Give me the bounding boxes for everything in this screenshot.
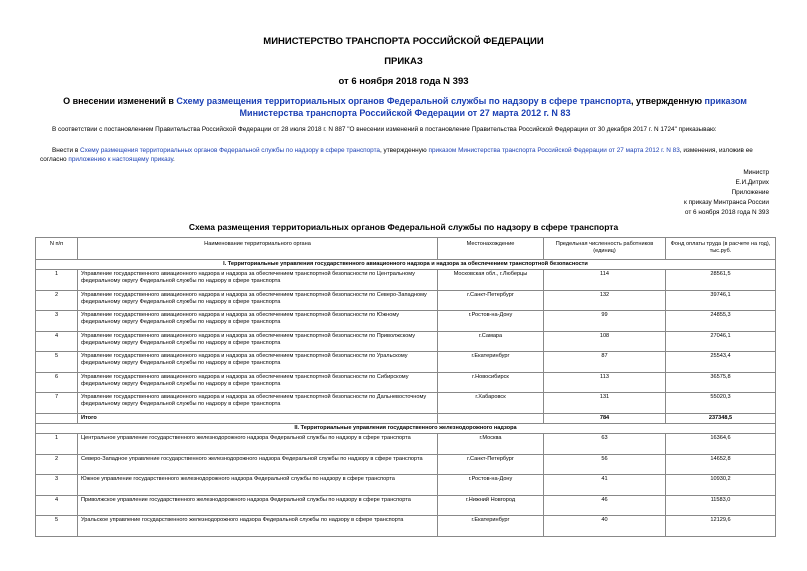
table-row <box>36 331 776 352</box>
table-row <box>36 393 776 414</box>
cell-staff: 132 <box>544 290 666 311</box>
cell-location: г.Санкт-Петербург <box>438 290 544 311</box>
cell-fund: 55020,3 <box>666 393 776 414</box>
cell-staff: 108 <box>544 331 666 352</box>
cell-name: Управление государственного авиационного надзора и надзора за обеспечением транспортной безопасности по Уральскому федеральному округу Федеральной службы по надзору в сфере транспорта <box>78 352 438 373</box>
title-text-1: О внесении изменений в <box>63 96 177 106</box>
cell-name: Приволжское управление государственного железнодорожного надзора Федеральной службы по надзору в сфере транспорта <box>78 495 438 516</box>
table-row <box>36 454 776 475</box>
section-row <box>36 423 776 433</box>
cell-staff: 87 <box>544 352 666 373</box>
cell-location: г.Ростов-на-Дону <box>438 475 544 496</box>
title-text-2: , утвержденную <box>631 96 705 106</box>
cell-location: г.Ростов-на-Дону <box>438 311 544 332</box>
col-header-staff: Предельная численность работников (единиц) <box>544 238 666 260</box>
cell-fund: 39746,1 <box>666 290 776 311</box>
cell-location: г.Екатеринбург <box>438 516 544 537</box>
cell-name: Управление государственного авиационного надзора и надзора за обеспечением транспортной безопасности по Сибирскому федеральному округу Федеральной службы по надзору в сфере транспорта <box>78 372 438 393</box>
table-row <box>36 495 776 516</box>
cell-name: Северо-Западное управление государственного железнодорожного надзора Федеральной службы по надзору в сфере транспорта <box>78 454 438 475</box>
cell-staff: 114 <box>544 270 666 291</box>
para2-text-c: , изменения, изложив ее согласно <box>40 147 753 163</box>
appendix-ref: к приказу Минтранса России <box>684 199 769 206</box>
document-date-number: от 6 ноября 2018 года N 393 <box>338 76 469 87</box>
cell-staff: 56 <box>544 454 666 475</box>
para2-text-b: , утвержденную <box>379 147 429 154</box>
appendix-label: Приложение <box>731 189 769 196</box>
cell-location: Московская обл., г.Люберцы <box>438 270 544 291</box>
cell-location: г.Самара <box>438 331 544 352</box>
ministry-name: МИНИСТЕРСТВО ТРАНСПОРТА РОССИЙСКОЙ ФЕДЕРАЦИИ <box>263 36 544 47</box>
paragraph-basis: В соответствии с постановлением Правительства Российской Федерации от 28 июля 2018 г. N 887 "О внесении изменений в постановление Правительства Российской Федерации от 30 декабря 2017 г. N 1724" приказываю: <box>52 126 717 133</box>
para2-text-a: Внести в <box>52 147 80 154</box>
signature-block <box>609 168 769 188</box>
cell-number: 3 <box>36 475 78 496</box>
cell-location: г.Хабаровск <box>438 393 544 414</box>
cell-name: Управление государственного авиационного надзора и надзора за обеспечением транспортной безопасности по Центральному федеральному округу Федеральной службы по надзору в сфере транспорта <box>78 270 438 291</box>
cell-number <box>36 413 78 423</box>
cell-location: г.Нижний Новгород <box>438 495 544 516</box>
para2-text-d: . <box>173 156 175 163</box>
signature-name: Е.И.Дитрих <box>735 179 769 186</box>
cell-fund: 14652,8 <box>666 454 776 475</box>
cell-location: г.Санкт-Петербург <box>438 454 544 475</box>
cell-location <box>438 413 544 423</box>
cell-number: 6 <box>36 372 78 393</box>
total-fund: 237348,5 <box>666 413 776 423</box>
cell-staff: 41 <box>544 475 666 496</box>
table-row <box>36 434 776 455</box>
cell-staff: 40 <box>544 516 666 537</box>
document-title <box>60 95 750 119</box>
cell-number: 5 <box>36 516 78 537</box>
cell-name: Уральское управление государственного железнодорожного надзора Федеральной службы по надзору в сфере транспорта <box>78 516 438 537</box>
table-row <box>36 372 776 393</box>
paragraph-changes <box>40 146 770 164</box>
section-row <box>36 260 776 270</box>
cell-name: Управление государственного авиационного надзора и надзора за обеспечением транспортной безопасности по Северо-Западному федеральному округу Федеральной службы по надзору в сфере транспорта <box>78 290 438 311</box>
section-title: I. Территориальные управления государственного авиационного надзора и надзора за обеспечением транспортной безопасности <box>36 260 776 270</box>
scheme-table <box>35 237 776 537</box>
cell-fund: 27046,1 <box>666 331 776 352</box>
total-row <box>36 413 776 423</box>
cell-staff: 113 <box>544 372 666 393</box>
cell-name: Южное управление государственного железнодорожного надзора Федеральной службы по надзору в сфере транспорта <box>78 475 438 496</box>
cell-staff: 63 <box>544 434 666 455</box>
table-row <box>36 475 776 496</box>
total-staff: 784 <box>544 413 666 423</box>
table-row <box>36 290 776 311</box>
cell-number: 5 <box>36 352 78 373</box>
cell-name: Управление государственного авиационного надзора и надзора за обеспечением транспортной безопасности по Южному федеральному округу Федеральной службы по надзору в сфере транспорта <box>78 311 438 332</box>
cell-number: 3 <box>36 311 78 332</box>
cell-staff: 46 <box>544 495 666 516</box>
cell-fund: 24855,3 <box>666 311 776 332</box>
col-header-location: Местонахождение <box>438 238 544 260</box>
cell-staff: 99 <box>544 311 666 332</box>
col-header-name: Наименование территориального органа <box>78 238 438 260</box>
table-row <box>36 270 776 291</box>
cell-fund: 25543,4 <box>666 352 776 373</box>
cell-staff: 131 <box>544 393 666 414</box>
cell-fund: 28561,5 <box>666 270 776 291</box>
para2-scheme-link[interactable]: Схему размещения территориальных органов Федеральной службы по надзору в сфере транспорта <box>79 147 380 154</box>
appendix-block <box>609 188 769 218</box>
order-link[interactable]: приказом Министерства транспорта Российской Федерации от 27 марта 2012 г. N 83 <box>239 96 747 118</box>
cell-number: 4 <box>36 331 78 352</box>
table-row <box>36 352 776 373</box>
table-row <box>36 311 776 332</box>
cell-name: Управление государственного авиационного надзора и надзора за обеспечением транспортной безопасности по Дальневосточному федеральному округу Федеральной службы по надзору в сфере транспорта <box>78 393 438 414</box>
cell-location: г.Москва <box>438 434 544 455</box>
cell-fund: 11583,0 <box>666 495 776 516</box>
cell-location: г.Екатеринбург <box>438 352 544 373</box>
table-header-row <box>36 238 776 260</box>
cell-location: г.Новосибирск <box>438 372 544 393</box>
document-type: ПРИКАЗ <box>384 56 423 67</box>
cell-fund: 16364,6 <box>666 434 776 455</box>
cell-fund: 36575,8 <box>666 372 776 393</box>
cell-number: 2 <box>36 290 78 311</box>
cell-number: 2 <box>36 454 78 475</box>
cell-fund: 12129,6 <box>666 516 776 537</box>
cell-name: Центральное управление государственного железнодорожного надзора Федеральной службы по надзору в сфере транспорта <box>78 434 438 455</box>
cell-number: 1 <box>36 270 78 291</box>
section-title: II. Территориальные управления государственного железнодорожного надзора <box>36 423 776 433</box>
appendix-date: от 6 ноября 2018 года N 393 <box>684 209 769 216</box>
cell-number: 4 <box>36 495 78 516</box>
table-row <box>36 516 776 537</box>
cell-number: 1 <box>36 434 78 455</box>
col-header-fund: Фонд оплаты труда (в расчете на год), тыс.руб. <box>666 238 776 260</box>
para2-order-link[interactable]: приказом Министерства транспорта Российской Федерации от 27 марта 2012 г. N 83 <box>428 147 680 154</box>
para2-appendix-link[interactable]: приложению к настоящему приказу <box>68 156 174 163</box>
cell-number: 7 <box>36 393 78 414</box>
cell-name: Управление государственного авиационного надзора и надзора за обеспечением транспортной безопасности по Приволжскому федеральному округу Федеральной службы по надзору в сфере транспорта <box>78 331 438 352</box>
cell-fund: 10930,2 <box>666 475 776 496</box>
col-header-number: N п/п <box>36 238 78 260</box>
total-label: Итого <box>78 413 438 423</box>
scheme-link[interactable]: Схему размещения территориальных органов Федеральной службы по надзору в сфере транспорта <box>176 96 632 106</box>
scheme-title: Схема размещения территориальных органов Федеральной службы по надзору в сфере транспорта <box>188 222 619 232</box>
signature-position: Министр <box>743 169 769 176</box>
